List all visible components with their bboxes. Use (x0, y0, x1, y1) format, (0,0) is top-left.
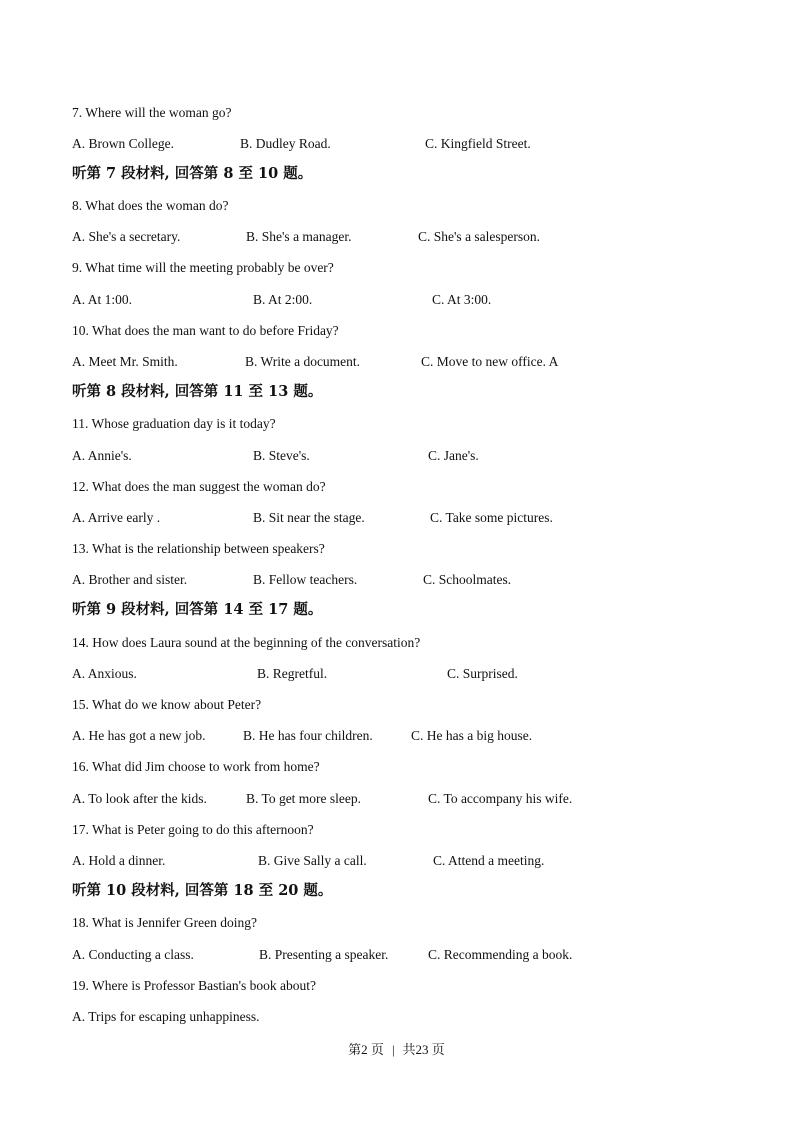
question-text: 11. Whose graduation day is it today? (72, 416, 276, 431)
question-text: 16. What did Jim choose to work from home? (72, 759, 320, 774)
answer-option: B. Give Sally a call. (258, 853, 367, 868)
page-footer (0, 1039, 793, 1058)
answer-option: A. Brother and sister. (72, 572, 188, 587)
question-text: 14. How does Laura sound at the beginning of the conversation? (72, 635, 421, 650)
answer-option: C. Take some pictures. (430, 510, 553, 525)
page-total: 共23 页 (402, 1042, 445, 1057)
answer-option: A. Brown College. (72, 136, 174, 151)
footer-separator: | (391, 1042, 395, 1057)
answer-option: B. At 2:00. (253, 292, 313, 307)
question-text: 7. Where will the woman go? (72, 105, 232, 120)
answer-option: B. Write a document. (245, 354, 361, 369)
answer-option: B. Fellow teachers. (253, 572, 358, 587)
answer-option: A. Annie's. (72, 448, 132, 463)
answer-option: A. Anxious. (72, 666, 137, 681)
answer-option: A. Arrive early . (72, 510, 161, 525)
answer-option: A. Meet Mr. Smith. (72, 354, 178, 369)
question-text: 12. What does the man suggest the woman do? (72, 479, 326, 494)
answer-option: C. He has a big house. (411, 728, 533, 743)
section-heading: 听第 7 段材料, 回答第 8 至 10 题。 (72, 165, 313, 182)
answer-option: B. She's a manager. (246, 229, 352, 244)
question-text: 13. What is the relationship between speakers? (72, 541, 325, 556)
answer-option: C. Kingfield Street. (425, 136, 531, 151)
answer-option: A. To look after the kids. (72, 791, 207, 806)
question-text: 15. What do we know about Peter? (72, 697, 262, 712)
answer-option: B. Steve's. (253, 448, 310, 463)
answer-option: C. Jane's. (428, 448, 479, 463)
answer-option: C. Attend a meeting. (433, 853, 545, 868)
answer-option: C. Surprised. (447, 666, 518, 681)
answer-option: B. Regretful. (257, 666, 328, 681)
answer-option: B. Presenting a speaker. (259, 947, 389, 962)
answer-option: C. At 3:00. (432, 292, 492, 307)
answer-option: A. He has got a new job. (72, 728, 206, 743)
answer-option: C. Schoolmates. (423, 572, 512, 587)
question-text: 17. What is Peter going to do this afternoon? (72, 822, 314, 837)
answer-option: A. At 1:00. (72, 292, 133, 307)
answer-option: B. Dudley Road. (240, 136, 331, 151)
answer-option: C. Recommending a book. (428, 947, 573, 962)
section-heading: 听第 9 段材料, 回答第 14 至 17 题。 (72, 601, 323, 618)
answer-option: B. Sit near the stage. (253, 510, 365, 525)
question-text: 8. What does the woman do? (72, 198, 229, 213)
question-text: 18. What is Jennifer Green doing? (72, 915, 257, 930)
question-text: 10. What does the man want to do before Friday? (72, 323, 339, 338)
section-heading: 听第 10 段材料, 回答第 18 至 20 题。 (72, 882, 333, 899)
question-text: 19. Where is Professor Bastian's book about? (72, 978, 317, 993)
answer-option: C. She's a salesperson. (418, 229, 541, 244)
answer-option: A. She's a secretary. (72, 229, 181, 244)
answer-option: B. To get more sleep. (246, 791, 362, 806)
question-text: A. Trips for escaping unhappiness. (72, 1009, 260, 1024)
page-number: 第2 页 (348, 1042, 384, 1057)
answer-option: A. Conducting a class. (72, 947, 194, 962)
section-heading: 听第 8 段材料, 回答第 11 至 13 题。 (72, 383, 323, 400)
answer-option: C. To accompany his wife. (428, 791, 573, 806)
answer-option: B. He has four children. (243, 728, 373, 743)
question-text: 9. What time will the meeting probably be over? (72, 260, 334, 275)
answer-option: C. Move to new office. A (421, 354, 559, 369)
answer-option: A. Hold a dinner. (72, 853, 166, 868)
